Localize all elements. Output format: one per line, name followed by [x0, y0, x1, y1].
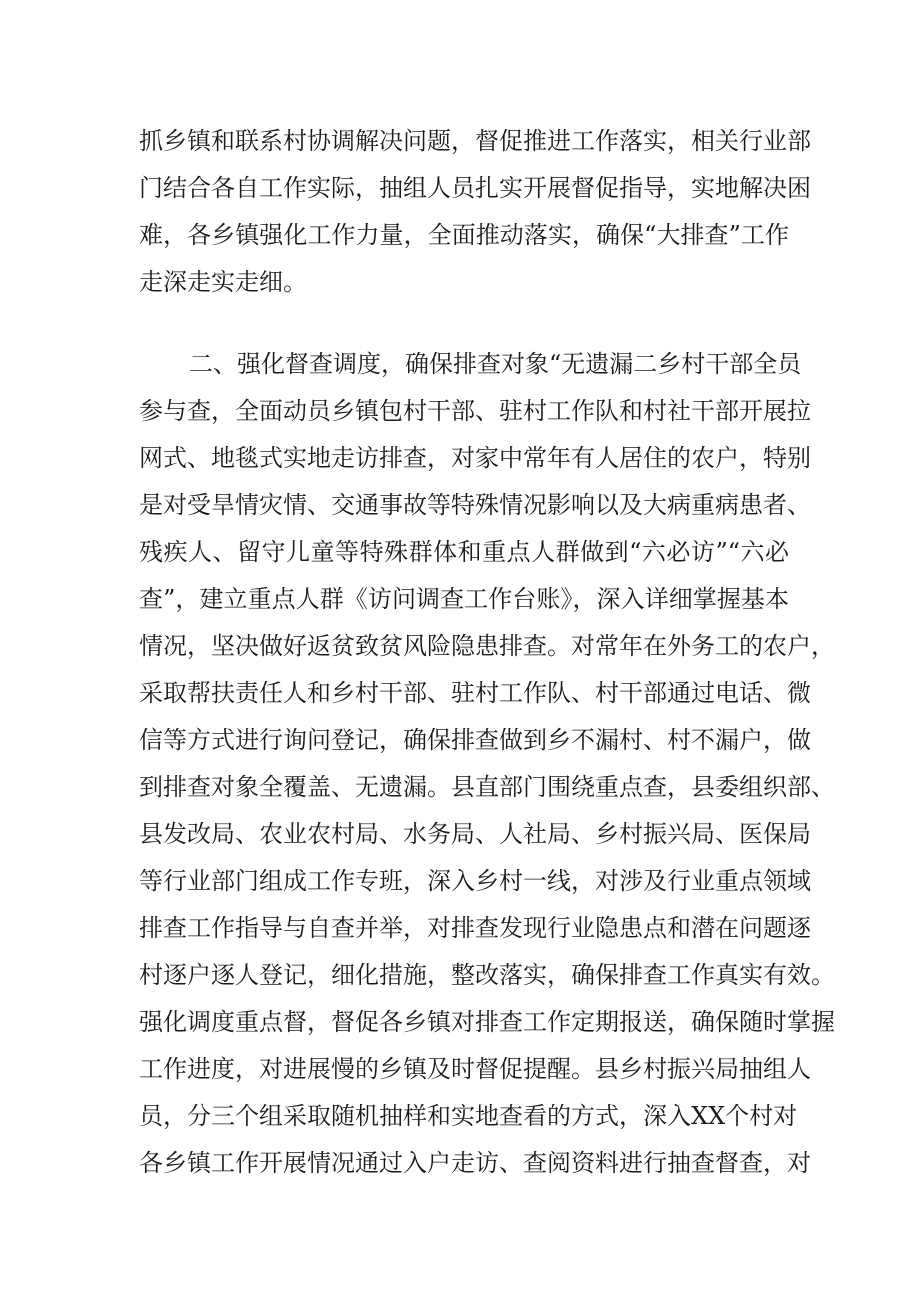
paragraph-line: 等行业部门组成工作专班，深入乡村一线，对涉及行业重点领域	[139, 867, 811, 895]
paragraph-line: 二、强化督查调度，确保排查对象“无遗漏二乡村干部全员	[189, 350, 802, 378]
paragraph-line: 县发改局、农业农村局、水务局、人社局、乡村振兴局、医保局	[139, 820, 811, 848]
paragraph-spacer	[139, 306, 789, 341]
paragraph-2	[139, 341, 835, 1187]
paragraph-line: 村逐户逐人登记，细化措施，整改落实，确保排查工作真实有效。	[139, 961, 835, 989]
document-body	[139, 118, 835, 1187]
paragraph-line: 查”，建立重点人群《访问调查工作台账》，深入详细掌握基本	[139, 585, 789, 613]
paragraph-line: 到排查对象全覆盖、无遗漏。县直部门围绕重点查，县委组织部、	[139, 773, 835, 801]
paragraph-line: 参与查，全面动员乡镇包村干部、驻村工作队和村社干部开展拉	[139, 397, 811, 425]
paragraph-line: 强化调度重点督，督促各乡镇对排查工作定期报送，确保随时掌握	[139, 1008, 835, 1036]
paragraph-line: 信等方式进行询问登记，确保排查做到乡不漏村、村不漏户，做	[139, 726, 811, 754]
paragraph-line: 残疾人、留守儿童等特殊群体和重点人群做到“六必访”“六必	[139, 538, 789, 566]
paragraph-line: 抓乡镇和联系村协调解决问题，督促推进工作落实，相关行业部	[139, 127, 811, 155]
paragraph-line: 员，分三个组采取随机抽样和实地查看的方式，深入XX个村对	[139, 1102, 798, 1130]
paragraph-line: 各乡镇工作开展情况通过入户走访、查阅资料进行抽查督查，对	[139, 1149, 811, 1177]
paragraph-line: 网式、地毯式实地走访排查，对家中常年有人居住的农户，特别	[139, 444, 811, 472]
paragraph-line: 采取帮扶责任人和乡村干部、驻村工作队、村干部通过电话、微	[139, 679, 811, 707]
paragraph-line: 走深走实走细。	[139, 268, 307, 296]
paragraph-line: 难，各乡镇强化工作力量，全面推动落实，确保“大排查”工作	[139, 221, 789, 249]
paragraph-line: 是对受旱情灾情、交通事故等特殊情况影响以及大病重病患者、	[139, 491, 811, 519]
paragraph-line: 排查工作指导与自查并举，对排查发现行业隐患点和潜在问题逐	[139, 914, 811, 942]
paragraph-line: 情况，坚决做好返贫致贫风险隐患排查。对常年在外务工的农户，	[139, 632, 835, 660]
paragraph-line: 工作进度，对进展慢的乡镇及时督促提醒。县乡村振兴局抽组人	[139, 1055, 811, 1083]
paragraph-1	[139, 118, 811, 306]
paragraph-line: 门结合各自工作实际，抽组人员扎实开展督促指导，实地解决困	[139, 174, 811, 202]
